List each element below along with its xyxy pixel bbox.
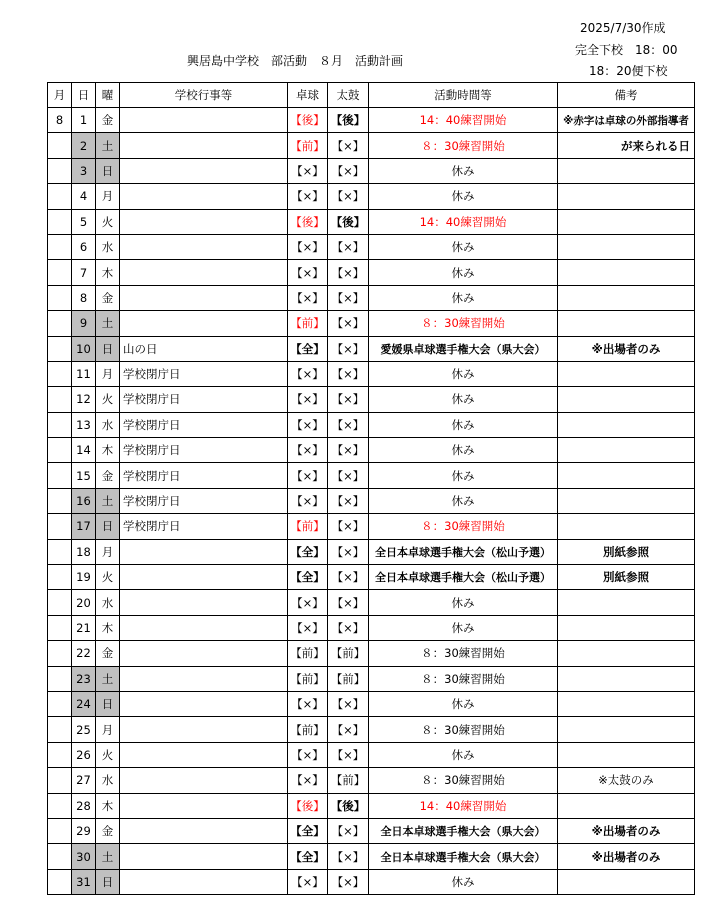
cell-weekday: 金 [96,641,120,666]
cell-notes [558,438,695,463]
col-header-table-tennis: 卓球 [288,83,328,108]
cell-table-tennis: 【×】 [288,260,328,285]
cell-weekday: 水 [96,234,120,259]
cell-school-event [120,311,288,336]
cell-activity-time: 全日本卓球選手権大会（県大会） [369,818,558,843]
cell-table-tennis: 【×】 [288,691,328,716]
cell-weekday: 木 [96,615,120,640]
cell-taiko: 【×】 [328,361,369,386]
cell-day: 29 [72,818,96,843]
cell-weekday: 水 [96,768,120,793]
cell-taiko: 【×】 [328,818,369,843]
cell-day: 18 [72,539,96,564]
cell-taiko: 【×】 [328,184,369,209]
activity-plan-table [47,82,695,895]
table-header-row [48,83,695,108]
table-row [48,844,695,869]
cell-activity-time: 休み [369,742,558,767]
cell-weekday: 金 [96,818,120,843]
cell-weekday: 土 [96,488,120,513]
table-row [48,412,695,437]
cell-taiko: 【前】 [328,641,369,666]
cell-activity-time: 休み [369,869,558,894]
cell-weekday: 火 [96,387,120,412]
cell-month [48,641,72,666]
cell-month [48,514,72,539]
cell-day: 26 [72,742,96,767]
table-row [48,311,695,336]
cell-weekday: 土 [96,133,120,158]
cell-weekday: 木 [96,438,120,463]
cell-table-tennis: 【全】 [288,565,328,590]
cell-school-event: 学校閉庁日 [120,514,288,539]
cell-weekday: 水 [96,590,120,615]
cell-notes [558,234,695,259]
cell-school-event [120,158,288,183]
cell-day: 9 [72,311,96,336]
table-row [48,438,695,463]
cell-school-event [120,768,288,793]
cell-activity-time: 休み [369,260,558,285]
cell-day: 11 [72,361,96,386]
cell-weekday: 日 [96,158,120,183]
cell-activity-time: 休み [369,615,558,640]
cell-taiko: 【×】 [328,387,369,412]
cell-notes [558,260,695,285]
cell-weekday: 火 [96,209,120,234]
cell-school-event [120,285,288,310]
cell-month [48,285,72,310]
cell-taiko: 【×】 [328,158,369,183]
cell-school-event [120,184,288,209]
cell-notes [558,285,695,310]
cell-activity-time: 休み [369,158,558,183]
cell-notes: ※出場者のみ [558,336,695,361]
cell-day: 23 [72,666,96,691]
table-row [48,666,695,691]
cell-month [48,818,72,843]
table-row [48,615,695,640]
cell-day: 14 [72,438,96,463]
cell-notes: ※太鼓のみ [558,768,695,793]
cell-day: 8 [72,285,96,310]
table-row [48,234,695,259]
table-row [48,691,695,716]
cell-school-event [120,108,288,133]
cell-month [48,691,72,716]
cell-school-event [120,615,288,640]
table-row [48,793,695,818]
cell-table-tennis: 【×】 [288,234,328,259]
cell-taiko: 【×】 [328,844,369,869]
cell-taiko: 【×】 [328,514,369,539]
cell-taiko: 【×】 [328,311,369,336]
cell-day: 5 [72,209,96,234]
cell-taiko: 【前】 [328,768,369,793]
cell-day: 15 [72,463,96,488]
cell-table-tennis: 【×】 [288,742,328,767]
table-row [48,768,695,793]
table-row [48,717,695,742]
cell-weekday: 火 [96,565,120,590]
cell-month [48,615,72,640]
cell-school-event [120,818,288,843]
cell-school-event [120,590,288,615]
cell-table-tennis: 【×】 [288,615,328,640]
cell-school-event: 学校閉庁日 [120,438,288,463]
cell-notes [558,488,695,513]
cell-month [48,438,72,463]
cell-table-tennis: 【後】 [288,793,328,818]
cell-month [48,311,72,336]
cell-weekday: 金 [96,285,120,310]
cell-taiko: 【×】 [328,285,369,310]
table-row [48,158,695,183]
table-row [48,742,695,767]
cell-month [48,844,72,869]
cell-notes: ※赤字は卓球の外部指導者 [558,108,695,133]
table-row [48,260,695,285]
cell-taiko: 【×】 [328,539,369,564]
cell-weekday: 土 [96,311,120,336]
table-row [48,108,695,133]
cell-month [48,869,72,894]
cell-activity-time: ８：30練習開始 [369,641,558,666]
cell-month [48,565,72,590]
cell-notes: 別紙参照 [558,539,695,564]
cell-weekday: 月 [96,184,120,209]
cell-notes [558,615,695,640]
cell-day: 24 [72,691,96,716]
cell-activity-time: ８：30練習開始 [369,133,558,158]
cell-school-event [120,539,288,564]
cell-school-event [120,793,288,818]
cell-month [48,412,72,437]
cell-school-event [120,691,288,716]
col-header-school-events: 学校行事等 [120,83,288,108]
cell-notes [558,514,695,539]
cell-taiko: 【×】 [328,438,369,463]
cell-day: 1 [72,108,96,133]
cell-table-tennis: 【全】 [288,539,328,564]
cell-table-tennis: 【全】 [288,336,328,361]
cell-table-tennis: 【×】 [288,285,328,310]
cell-activity-time: 休み [369,438,558,463]
cell-table-tennis: 【×】 [288,387,328,412]
cell-month [48,133,72,158]
cell-notes: 別紙参照 [558,565,695,590]
cell-day: 10 [72,336,96,361]
created-date: 2025/7/30作成 [580,21,666,35]
cell-notes [558,184,695,209]
cell-school-event [120,260,288,285]
cell-taiko: 【×】 [328,133,369,158]
cell-school-event [120,844,288,869]
cell-activity-time: 休み [369,234,558,259]
table-row [48,336,695,361]
table-row [48,641,695,666]
cell-day: 19 [72,565,96,590]
cell-table-tennis: 【×】 [288,361,328,386]
cell-activity-time: 14：40練習開始 [369,793,558,818]
cell-weekday: 金 [96,463,120,488]
cell-table-tennis: 【×】 [288,158,328,183]
cell-activity-time: ８：30練習開始 [369,514,558,539]
cell-month [48,717,72,742]
cell-school-event [120,641,288,666]
cell-day: 31 [72,869,96,894]
cell-school-event: 山の日 [120,336,288,361]
cell-weekday: 木 [96,260,120,285]
cell-notes [558,158,695,183]
cell-school-event [120,717,288,742]
cell-month [48,158,72,183]
cell-school-event [120,742,288,767]
bus-dismissal-time: 18：20便下校 [589,64,668,78]
cell-weekday: 水 [96,412,120,437]
cell-notes [558,869,695,894]
col-header-month: 月 [48,83,72,108]
cell-weekday: 火 [96,742,120,767]
cell-notes [558,412,695,437]
cell-notes [558,641,695,666]
col-header-notes: 備考 [558,83,695,108]
cell-school-event: 学校閉庁日 [120,387,288,412]
cell-activity-time: 14：40練習開始 [369,108,558,133]
cell-activity-time: 休み [369,463,558,488]
cell-notes [558,742,695,767]
cell-school-event [120,565,288,590]
cell-day: 25 [72,717,96,742]
cell-notes [558,590,695,615]
cell-school-event: 学校閉庁日 [120,412,288,437]
col-header-day: 日 [72,83,96,108]
cell-table-tennis: 【全】 [288,818,328,843]
cell-month [48,666,72,691]
cell-table-tennis: 【×】 [288,184,328,209]
table-row [48,539,695,564]
cell-weekday: 土 [96,666,120,691]
table-row [48,818,695,843]
cell-taiko: 【前】 [328,666,369,691]
col-header-taiko: 太鼓 [328,83,369,108]
cell-weekday: 日 [96,869,120,894]
cell-taiko: 【×】 [328,234,369,259]
cell-month [48,336,72,361]
cell-table-tennis: 【×】 [288,412,328,437]
cell-table-tennis: 【前】 [288,641,328,666]
cell-day: 28 [72,793,96,818]
cell-day: 7 [72,260,96,285]
cell-taiko: 【×】 [328,336,369,361]
cell-activity-time: 休み [369,412,558,437]
table-row [48,869,695,894]
cell-day: 20 [72,590,96,615]
cell-school-event [120,666,288,691]
cell-school-event: 学校閉庁日 [120,361,288,386]
cell-day: 17 [72,514,96,539]
cell-weekday: 木 [96,793,120,818]
cell-notes [558,209,695,234]
col-header-activity-time: 活動時間等 [369,83,558,108]
cell-taiko: 【後】 [328,793,369,818]
cell-taiko: 【×】 [328,565,369,590]
cell-notes: が来られる日 [558,133,695,158]
cell-taiko: 【×】 [328,717,369,742]
cell-month [48,793,72,818]
table-row [48,133,695,158]
cell-day: 2 [72,133,96,158]
cell-notes [558,793,695,818]
cell-activity-time: ８：30練習開始 [369,717,558,742]
full-dismissal-time: 完全下校 18：00 [575,43,678,57]
cell-table-tennis: 【前】 [288,717,328,742]
cell-month [48,387,72,412]
cell-month [48,260,72,285]
cell-taiko: 【×】 [328,488,369,513]
cell-day: 30 [72,844,96,869]
cell-month [48,184,72,209]
cell-taiko: 【×】 [328,412,369,437]
cell-table-tennis: 【後】 [288,108,328,133]
cell-activity-time: 休み [369,184,558,209]
cell-weekday: 月 [96,717,120,742]
table-row [48,184,695,209]
cell-activity-time: 全日本卓球選手権大会（県大会） [369,844,558,869]
table-row [48,361,695,386]
cell-weekday: 日 [96,336,120,361]
cell-activity-time: 全日本卓球選手権大会（松山予選） [369,539,558,564]
cell-table-tennis: 【×】 [288,768,328,793]
cell-day: 6 [72,234,96,259]
cell-day: 22 [72,641,96,666]
cell-activity-time: 休み [369,691,558,716]
cell-taiko: 【後】 [328,209,369,234]
cell-taiko: 【×】 [328,742,369,767]
cell-table-tennis: 【前】 [288,311,328,336]
cell-month [48,488,72,513]
cell-notes: ※出場者のみ [558,844,695,869]
cell-school-event [120,234,288,259]
cell-weekday: 金 [96,108,120,133]
table-row [48,565,695,590]
table-row [48,463,695,488]
cell-activity-time: 全日本卓球選手権大会（松山予選） [369,565,558,590]
table-row [48,488,695,513]
cell-school-event: 学校閉庁日 [120,488,288,513]
cell-notes [558,666,695,691]
cell-weekday: 月 [96,361,120,386]
cell-activity-time: 休み [369,387,558,412]
cell-activity-time: 休み [369,590,558,615]
cell-school-event [120,869,288,894]
cell-school-event: 学校閉庁日 [120,463,288,488]
cell-notes [558,387,695,412]
cell-table-tennis: 【全】 [288,844,328,869]
cell-taiko: 【×】 [328,463,369,488]
cell-month [48,590,72,615]
cell-activity-time: 14：40練習開始 [369,209,558,234]
cell-month [48,463,72,488]
cell-weekday: 土 [96,844,120,869]
cell-weekday: 日 [96,691,120,716]
cell-school-event [120,209,288,234]
cell-month [48,234,72,259]
cell-activity-time: 休み [369,361,558,386]
cell-table-tennis: 【×】 [288,869,328,894]
cell-taiko: 【×】 [328,869,369,894]
cell-month [48,361,72,386]
table-row [48,285,695,310]
page-title: 興居島中学校 部活動 ８月 活動計画 [187,54,404,68]
cell-day: 16 [72,488,96,513]
cell-table-tennis: 【後】 [288,209,328,234]
cell-notes [558,463,695,488]
cell-notes [558,691,695,716]
cell-table-tennis: 【×】 [288,488,328,513]
cell-day: 3 [72,158,96,183]
cell-table-tennis: 【×】 [288,590,328,615]
cell-day: 21 [72,615,96,640]
cell-notes [558,361,695,386]
cell-table-tennis: 【×】 [288,463,328,488]
cell-activity-time: ８：30練習開始 [369,768,558,793]
table-row [48,387,695,412]
cell-day: 27 [72,768,96,793]
cell-day: 12 [72,387,96,412]
cell-month [48,209,72,234]
cell-notes [558,717,695,742]
cell-school-event [120,133,288,158]
cell-weekday: 日 [96,514,120,539]
cell-weekday: 月 [96,539,120,564]
cell-activity-time: 愛媛県卓球選手権大会（県大会） [369,336,558,361]
cell-taiko: 【×】 [328,590,369,615]
cell-month [48,768,72,793]
table-row [48,514,695,539]
cell-activity-time: 休み [369,488,558,513]
cell-month: 8 [48,108,72,133]
cell-month [48,742,72,767]
table-row [48,209,695,234]
cell-taiko: 【後】 [328,108,369,133]
table-row [48,590,695,615]
cell-table-tennis: 【前】 [288,514,328,539]
cell-taiko: 【×】 [328,260,369,285]
cell-notes: ※出場者のみ [558,818,695,843]
cell-day: 13 [72,412,96,437]
col-header-weekday: 曜 [96,83,120,108]
cell-activity-time: ８：30練習開始 [369,666,558,691]
cell-notes [558,311,695,336]
cell-table-tennis: 【×】 [288,438,328,463]
cell-activity-time: 休み [369,285,558,310]
cell-taiko: 【×】 [328,615,369,640]
cell-month [48,539,72,564]
cell-activity-time: ８：30練習開始 [369,311,558,336]
cell-taiko: 【×】 [328,691,369,716]
cell-table-tennis: 【前】 [288,666,328,691]
cell-day: 4 [72,184,96,209]
cell-table-tennis: 【前】 [288,133,328,158]
